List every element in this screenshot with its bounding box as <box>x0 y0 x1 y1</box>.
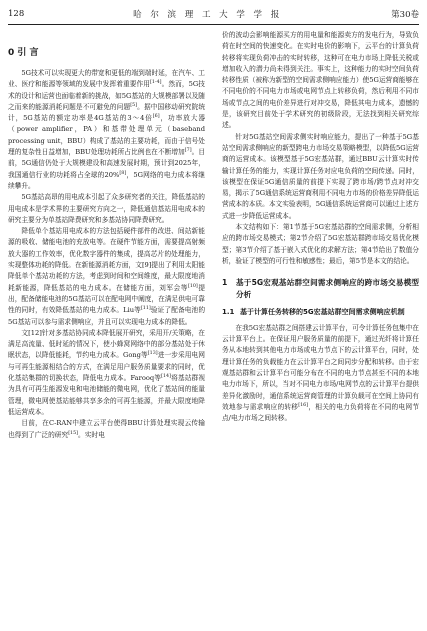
citation-ref: [15] <box>68 430 79 436</box>
paragraph-text: 针对5G基站空间需求侧实时响应能力，提出了一种基于5G基站空间需求侧响应的新型跨电力市场交易策略模型，以降低5G运营商的运营成本。该模型基于5G宏基站群，通过BBU云计算实时传输计算任务的能力，实现计算任务对应电负荷的空间传递。同时，该模型在保证5G通信质量的前提下实现了跨市场/跨节点对冲交易，揭示了5G通信系统运营商利用不同电力市场的价格差异降低运营成本的本质。本文实验表明，5G通信系统运营商可以通过上述方式进一步降低运营成本。 <box>222 132 419 220</box>
volume-number: 第30卷 <box>391 10 419 20</box>
page-number: 128 <box>8 9 25 19</box>
citation-ref: [6] <box>152 113 160 119</box>
section-number: 1 <box>222 278 228 288</box>
paragraph-text: 目前，在C-RAN中建立云平台使得BBU计算处理实现云传输也得到了广泛的研究 <box>8 419 205 439</box>
paragraph-text: ，5G网络的电力成本将继续攀升。 <box>8 170 205 190</box>
citation-ref: [7] <box>184 147 192 153</box>
left-column <box>8 30 205 441</box>
paragraph-text: ，相关的电力负荷将在不同的电网节点/电力市场之间转移。 <box>222 402 420 423</box>
subsection-number: 1.1 <box>222 308 235 317</box>
paragraph-text: 。实时电 <box>78 430 105 439</box>
right-paragraphs <box>222 30 419 267</box>
citation-ref: [5] <box>130 102 138 108</box>
paragraph <box>8 226 205 328</box>
paragraph-text: 。据中国移动研究院统计，5G基站的额定功率是4G基站的3～4倍 <box>8 102 206 123</box>
paragraph-text: 。目前，5G通信仍处于大规模建设和高速发展时期，预计到2025年，我国通信行业的功耗将占全球的20% <box>8 148 206 179</box>
journal-title: 哈 尔 滨 理 工 大 学 学 报 <box>133 10 283 20</box>
citation-ref: [16] <box>298 402 309 408</box>
citation-ref: [11] <box>140 306 151 311</box>
citation-ref: [10] <box>187 283 198 289</box>
left-paragraphs <box>8 68 205 441</box>
paragraph <box>222 222 419 267</box>
paragraph-text: 。然而，5G技术的设计和运营也面临着新的挑战，如5G基站的大规模部署以及随之而来的能源消耗问题是不可避免的问题 <box>8 80 205 111</box>
paragraph <box>8 418 205 441</box>
citation-ref: [14] <box>161 373 171 379</box>
paragraph-text: 将基站群视为具有可再生能源发电和电池储能的微电网，优化了基站间的能量管理，微电网使基站能够共享多余的可再生能源，并最大限度地降低运营成本。 <box>8 374 206 416</box>
paragraph <box>222 132 419 222</box>
paragraph-text: 进一步采用电网与可再生能源相结合的方式，在满足用户服务质量要求的同时，优化基站集群的切换状态，降低电力成本。Farooq等 <box>8 351 205 383</box>
paragraph-text: 5G基站高昂的用电成本引起了众多研究者的关注，降低基站的用电成本是学术界的主要研究方向之一，降低通信基站用电成本的研究主要分为单基站降费研究和多基站协同降费研究。 <box>8 193 205 224</box>
paragraph <box>8 68 205 192</box>
paragraph-text: 在我5G宏基站群之间搭建云计算平台，可令计算任务包集中在云计算平台上。在保证用户服务质量的前提下，通过光纤将计算任务从本地转到其他电力市场或电力节点下的云计算平台，同时，处理计算任务的负载能力在云计算平台之间同步分配和转移。由于宏观基站群和云计算平台可能分布在不同的电力节点甚至不同的本地电力市场下，所以，当对不同电力市场/电网节点的云计算平台提供差异化激励时，通信系统运营商管理的计算负载可在空间上协同有效地参与需求响应的转移 <box>222 323 419 411</box>
paragraph-text: 提出，配备储能电池的5G基站可以在配电网中阐度，在满足供电可靠性的同时，有效降低基站的电力成本。Liu等 <box>8 283 206 315</box>
paragraph-text: 价的波动会影响能源买方的用电量和能源卖方的发电行为，导致负荷在时空间的快速变化。在实时电价的影响下，云平台的计算负荷转移将实现负荷冲击的实时转移，这种可在电力市场上降低关税或增加收入的潜力尚未得到关注。事实上，这种能力的实时空间负荷转移性质（被称为新型的空间需求侧响应能力）使5G运营商能够在不同电价的不同电力市场或电网节点上转移负荷，然后利用不同市场或节点之间的电价差异进行对冲交易，降低其电力成本，遗憾的是，该研究目前处于学术研究的初级阶段，无法找到相关研究综述。 <box>222 31 419 130</box>
paragraph <box>8 328 205 418</box>
paragraph <box>8 192 205 226</box>
paragraph-text: ，功率放大器（power amplifier，PA）和基带处理单元（baseband processing unit，BBU）构成了基站的主要功耗，而由于信号处理的复杂性日益增加，BBU处理功耗所占比例也在不断增加 <box>8 114 206 157</box>
paragraph <box>222 30 419 132</box>
right-column <box>222 30 419 424</box>
paragraph-text: 本文结构如下：第1节基于5G宏基站群的空间需求侧，分析相应的跨市场交易模式；第2节介绍了5G宏基站群跨市场交易优化模型；第3节介绍了基于嵌入式优化的求解方法；第4节给出了数值分析，验证了模型的可行性和敏感性；最后，第5节是本文的结论。 <box>222 223 419 265</box>
running-header <box>8 4 419 25</box>
citation-ref: [13] <box>147 351 158 357</box>
paragraph-text: 5G技术可以实现更大的带宽和更低的端到端时延，在汽车、工业、医疗和能源等领域的发展中发挥着重要作用 <box>8 69 205 89</box>
section-heading-text: 基于5G宏观基站群空间需求侧响应的跨市场交易模型分析 <box>236 278 419 300</box>
paragraph-text: 文[12]针对多基站协同成本降低展开研究，采用开/关策略，在满足高流量、低时延的情况下，使小蜂窝网络中的部分基站处于休眠状态，以降低能耗，节约电力成本。Gong等 <box>8 328 205 360</box>
section-heading-1 <box>222 277 419 301</box>
section-title-introduction: 0 引 言 <box>8 48 39 58</box>
paragraph <box>222 323 419 425</box>
paragraph-text: 验证了配备电池的5G基站可以参与需求侧响应，并且可以实现电力成本的降低。 <box>8 306 206 326</box>
subsection-heading-text: 基于计算任务转移的5G宏基站群空间需求侧响应机制 <box>240 308 405 317</box>
subsection-heading-1-1 <box>222 307 419 319</box>
citation-ref: [8] <box>119 170 127 176</box>
paragraph-text: 降低单个基站用电成本的方法包括硬件部件的改进、间站新能源的吸收、储能电池的充放电等。在硬件节能方面，需要提高射频放大器的工作效率，优化数字器件的集成，提高芯片的处理能力，实现整体功耗的降低。在新能源消耗方面，文[9]提出了利用太阳能降低单个基站功耗的方法，考虑到时间和空间维度，最大限度地消耗新能源，降低基站的电力成本。在储能方面，刘军会等 <box>8 227 205 292</box>
right-paragraphs-continued <box>222 323 419 425</box>
citation-ref: [1-4] <box>150 80 162 86</box>
